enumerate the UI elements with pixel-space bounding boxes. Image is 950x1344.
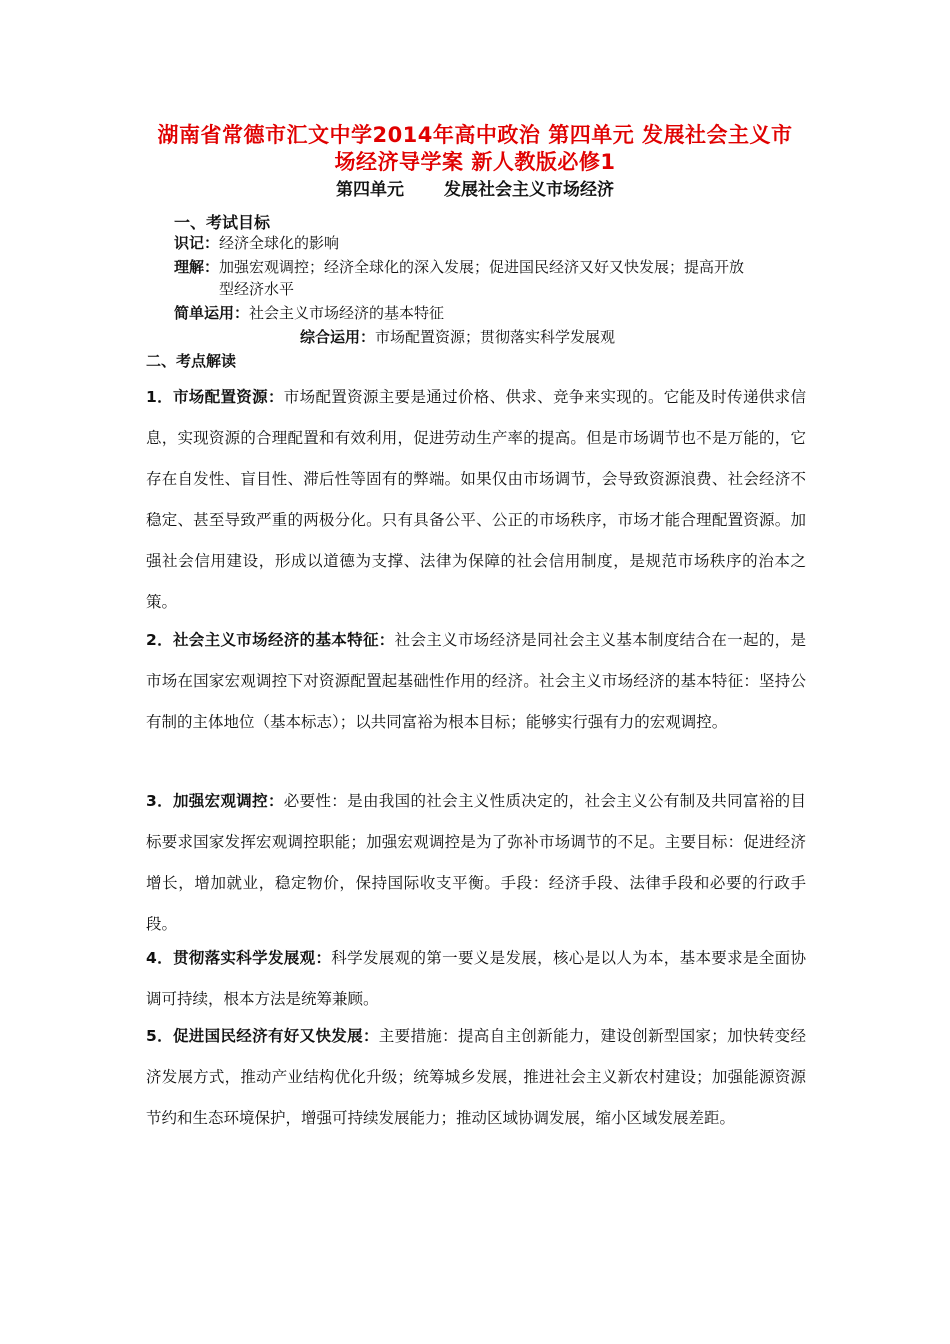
point-4-paragraph	[146, 938, 806, 1020]
section-key-points-title: 二、考点解读	[146, 352, 237, 370]
point-2-text: 社会主义市场经济是同社会主义基本制度结合在一起的，是市场在国家宏观调控下对资源配置起基础性作用的经济。社会主义市场经济的基本特征：坚持公有制的主体地位（基本标志）；以共同富裕为根本目标；能够实行强有力的宏观调控。	[146, 631, 806, 731]
point-5-label: 5．促进国民经济有好又快发展：	[146, 1027, 379, 1045]
goal-understand-text-2: 型经济水平	[219, 280, 295, 298]
goal-understand-label: 理解：	[174, 258, 220, 276]
point-5-paragraph	[146, 1016, 806, 1139]
point-3-label: 3．加强宏观调控：	[146, 792, 284, 810]
goal-understand	[174, 256, 814, 300]
point-4-text: 科学发展观的第一要义是发展，核心是以人为本，基本要求是全面协调可持续，根本方法是统筹兼顾。	[146, 949, 806, 1008]
goal-simple-text: 社会主义市场经济的基本特征	[249, 304, 445, 322]
goal-simple-application	[174, 302, 444, 324]
point-3-paragraph	[146, 781, 806, 945]
goal-recall	[174, 232, 339, 254]
unit-heading	[0, 175, 950, 200]
goal-comprehensive-application	[300, 326, 615, 348]
goal-recall-label: 识记：	[174, 234, 220, 252]
goal-understand-text-1: 加强宏观调控；经济全球化的深入发展；促进国民经济又好又快发展；提高开放	[219, 258, 745, 276]
title-line-2: 场经济导学案 新人教版必修1	[334, 150, 616, 174]
point-4-label: 4．贯彻落实科学发展观：	[146, 949, 332, 967]
title-line-1: 湖南省常德市汇文中学2014年高中政治 第四单元 发展社会主义市	[157, 123, 793, 147]
point-2-label: 2．社会主义市场经济的基本特征：	[146, 631, 395, 649]
goal-comprehensive-text: 市场配置资源；贯彻落实科学发展观	[375, 328, 616, 346]
unit-heading-topic: 发展社会主义市场经济	[444, 180, 614, 200]
unit-heading-number: 第四单元	[336, 180, 404, 200]
point-3-text: 必要性：是由我国的社会主义性质决定的，社会主义公有制及共同富裕的目标要求国家发挥宏观调控职能；加强宏观调控是为了弥补市场调节的不足。主要目标：促进经济增长，增加就业，稳定物价，保持国际收支平衡。手段：经济手段、法律手段和必要的行政手段。	[146, 792, 806, 933]
point-5-text: 主要措施：提高自主创新能力，建设创新型国家；加快转变经济发展方式，推动产业结构优化升级；统筹城乡发展，推进社会主义新农村建设；加强能源资源节约和生态环境保护，增强可持续发展能力；推动区域协调发展，缩小区域发展差距。	[146, 1027, 806, 1127]
point-1-text: 市场配置资源主要是通过价格、供求、竞争来实现的。它能及时传递供求信息，实现资源的合理配置和有效利用，促进劳动生产率的提高。但是市场调节也不是万能的，它存在自发性、盲目性、滞后性等固有的弊端。如果仅由市场调节，会导致资源浪费、社会经济不稳定、甚至导致严重的两极分化。只有具备公平、公正的市场秩序，市场才能合理配置资源。加强社会信用建设，形成以道德为支撑、法律为保障的社会信用制度，是规范市场秩序的治本之策。	[146, 388, 806, 611]
goal-recall-text: 经济全球化的影响	[219, 234, 340, 252]
document-title	[100, 122, 850, 176]
point-1-paragraph	[146, 377, 806, 623]
section-exam-goals-title: 一、考试目标	[174, 213, 271, 232]
goal-comprehensive-label: 综合运用：	[300, 328, 376, 346]
point-2-paragraph	[146, 620, 806, 743]
goal-simple-label: 简单运用：	[174, 304, 250, 322]
point-1-label: 1．市场配置资源：	[146, 388, 284, 406]
